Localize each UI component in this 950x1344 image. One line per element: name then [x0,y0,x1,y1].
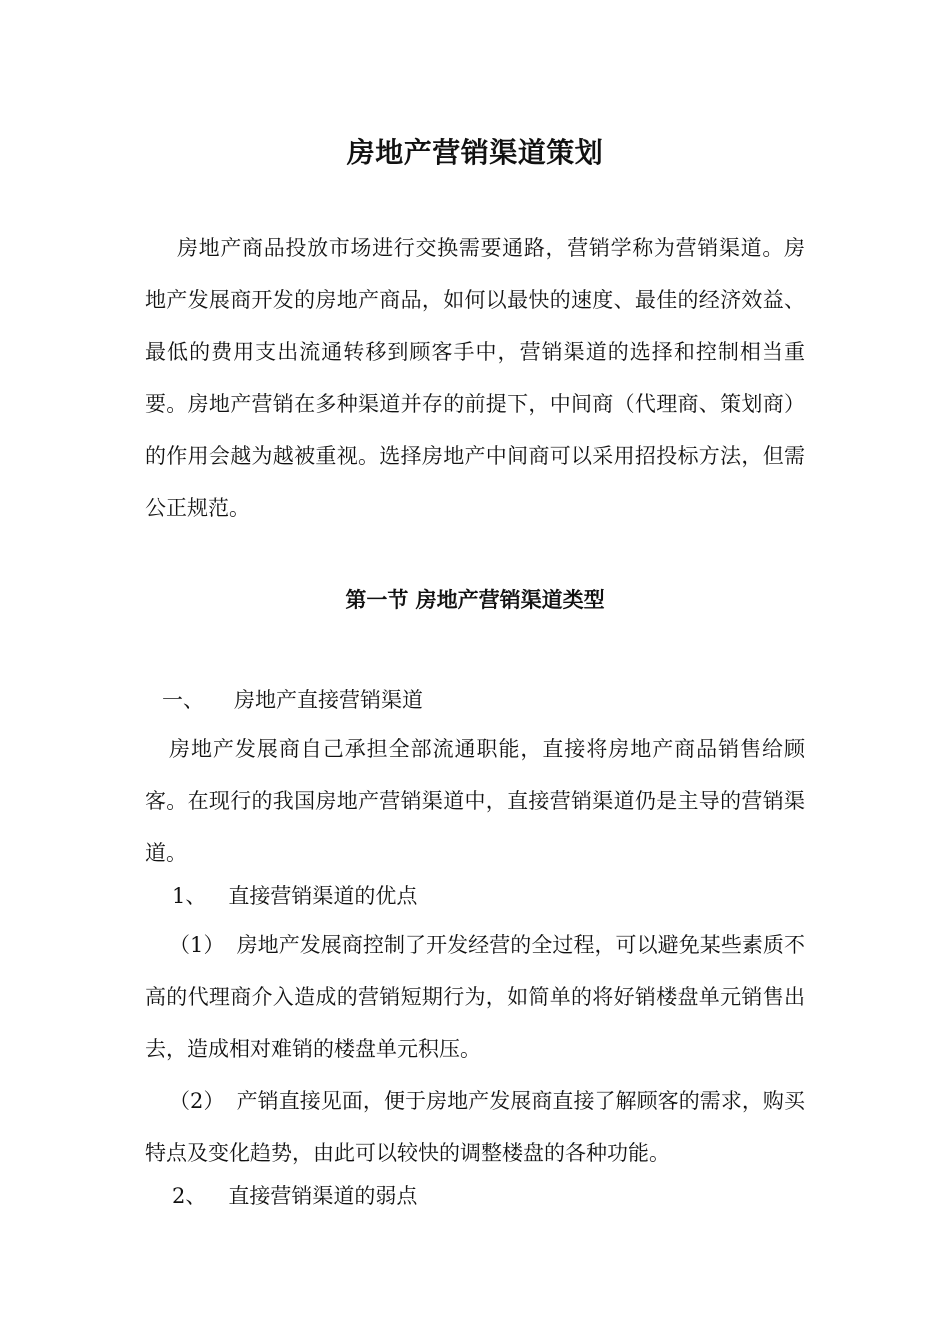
subheading-text: 直接营销渠道的弱点 [228,1184,418,1208]
subheading-marker: 1、 [172,884,207,908]
item-text: 产销直接见面，便于房地产发展商直接了解顾客的需求，购买特点及变化趋势，由此可以较快的调整楼盘的各种功能。 [145,1089,805,1165]
document-title: 房地产营销渠道策划 [346,136,604,169]
subheading-advantages [172,880,417,912]
advantage-item-1 [145,919,805,1075]
subheading-marker: 2、 [172,1184,207,1208]
section-title: 第一节 房地产营销渠道类型 [345,587,605,612]
subheading-weaknesses [172,1180,417,1212]
heading-marker: 一、 [162,688,204,712]
heading-text: 房地产直接营销渠道 [234,688,423,712]
item-text: 房地产发展商控制了开发经营的全过程，可以避免某些素质不高的代理商介入造成的营销短期行为，如简单的将好销楼盘单元销售出去，造成相对难销的楼盘单元积压。 [145,933,805,1061]
advantage-item-2 [145,1075,805,1179]
intro-paragraph: 房地产商品投放市场进行交换需要通路，营销学称为营销渠道。房地产发展商开发的房地产商品，如何以最快的速度、最佳的经济效益、最低的费用支出流通转移到顾客手中，营销渠道的选择和控制相当重要。房地产营销在多种渠道并存的前提下，中间商（代理商、策划商）的作用会越为越被重视。选择房地产中间商可以采用招投标方法，但需公正规范。 [145,236,805,520]
item-marker: （1） [169,933,225,957]
subheading-text: 直接营销渠道的优点 [228,884,418,908]
item-marker: （2） [169,1089,225,1113]
heading-direct-channel [162,684,423,716]
direct-channel-paragraph: 房地产发展商自己承担全部流通职能，直接将房地产商品销售给顾客。在现行的我国房地产营销渠道中，直接营销渠道仍是主导的营销渠道。 [145,737,805,865]
